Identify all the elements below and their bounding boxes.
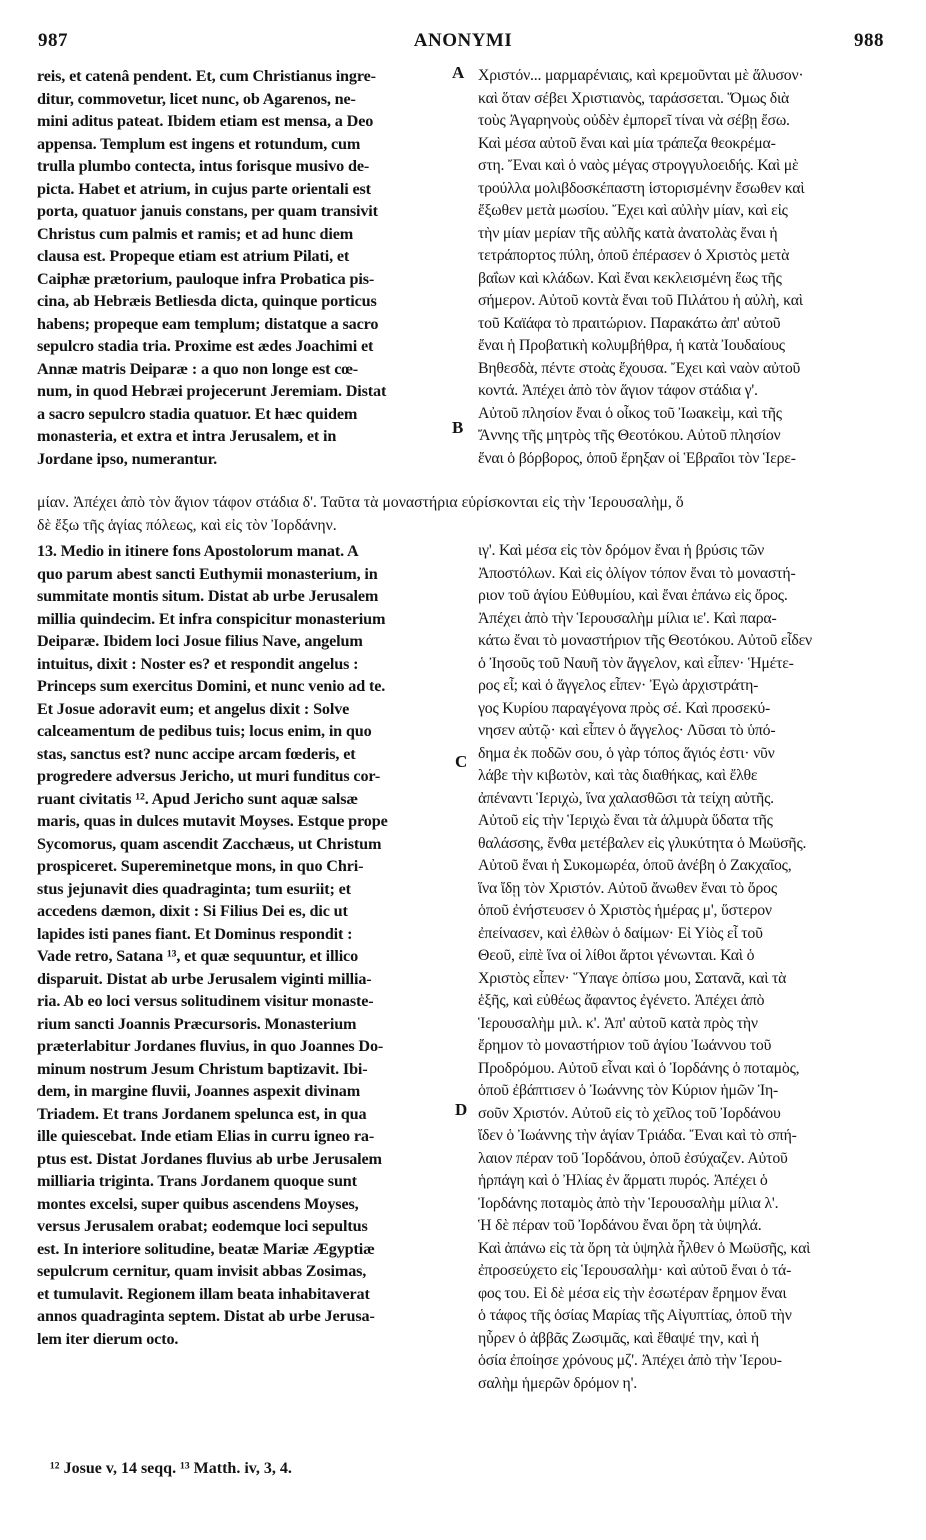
latin-text-line: num, in quod Hebræi projecerunt Jeremiam. Distat [37, 382, 387, 400]
latin-text-line: lem iter dierum octo. [37, 1329, 179, 1348]
margin-marker-b: B [452, 418, 464, 437]
latin-text-line: ria. Ab eo loci versus solitudinem visitur monaste- [37, 992, 374, 1010]
latin-text-line: Caiphæ prætorium, pauloque infra Probatica pis- [37, 269, 375, 288]
greek-text-line: δημα ἐκ ποδῶν σου, ὁ γὰρ τόπος ἅγιός ἐστι· νῦν [478, 744, 775, 762]
greek-text-line: ρος εἶ; καὶ ὁ ἄγγελος εἶπεν· Ἐγὼ ἀρχιστράτη- [478, 677, 759, 694]
latin-text-line: lapides isti panes fiant. Et Dominus respondit : [37, 924, 353, 943]
latin-text-line: sepulcro stadia tria. Proxime est ædes Joachimi et [37, 337, 374, 355]
latin-text-line: porta, quatuor januis constans, per quam transivit [37, 202, 378, 220]
greek-text-line: ηὗρεν ὁ ἀββᾶς Ζωσιμᾶς, καὶ ἔθαψέ την, καὶ ἡ [478, 1329, 759, 1347]
greek-text-line: ἴδεν ὁ Ἰωάννης τὴν ἁγίαν Τριάδα. Ἔναι καὶ τὸ σπή- [478, 1127, 797, 1144]
greek-text-line: Ἱερουσαλὴμ μιλ. κ'. Ἀπ' αὐτοῦ κατὰ πρὸς τὴν [478, 1014, 758, 1032]
latin-text-line: progredere adversus Jericho, ut muri funditus cor- [37, 767, 381, 785]
latin-text-line: sepulcrum cernitur, quam invisit abbas Zosimas, [37, 1262, 367, 1280]
greek-text-line: μίαν. Ἀπέχει ἀπὸ τὸν ἅγιον τάφον στάδια δ'. Ταῦτα τὰ μοναστήρια εὑρίσκονται εἰς τὴν Ἱερουσαλὴμ, ὅ [37, 494, 684, 511]
latin-text-line: Jordane ipso, numerantur. [37, 449, 218, 468]
greek-text-line: καὶ ὅταν σέβει Χριστιανὸς, ταράσσεται. Ὅμως διὰ [478, 89, 790, 107]
greek-text-line: ὁποῦ ἐβάπτισεν ὁ Ἰωάννης τὸν Κύριον ἡμῶν Ἰη- [478, 1082, 779, 1099]
greek-text-line: βαΐων καὶ κλάδων. Καὶ ἔναι κεκλεισμένη ἕως τῆς [478, 269, 782, 287]
latin-text-line: Sycomorus, quam ascendit Zacchæus, ut Christum [37, 834, 382, 853]
latin-text-line: Deiparæ. Ibidem loci Josue filius Nave, angelum [37, 632, 363, 650]
latin-text-line: 13. Medio in itinere fons Apostolorum manat. A [37, 542, 359, 560]
latin-text-line: clausa est. Propeque etiam est atrium Pilati, et [37, 247, 350, 265]
greek-text-line: ιγ'. Καὶ μέσα εἰς τὸν δρόμον ἔναι ἡ βρύσις τῶν [478, 542, 765, 559]
latin-text-line: minum nostrum Jesum Christum baptizavit. Ibi- [37, 1059, 368, 1078]
greek-text-line: λαιον πέραν τοῦ Ἰορδάνου, ὁποῦ ἐσύχαζεν. Αὐτοῦ [478, 1149, 788, 1167]
latin-text-line: annos quadraginta septem. Distat ab urbe Jerusa- [37, 1307, 375, 1325]
greek-text-line: ἡρπάγη καὶ ὁ Ἠλίας ἐν ἅρματι πυρός. Ἀπέχει ὁ [478, 1172, 768, 1189]
latin-text-line: disparuit. Distat ab urbe Jerusalem viginti millia- [37, 969, 372, 988]
greek-text-line: Προδρόμου. Αὐτοῦ εἶναι καὶ ὁ Ἰορδάνης ὁ ποταμὸς, [478, 1059, 800, 1077]
full-width-greek-lines [37, 492, 897, 537]
greek-text-line: σήμερον. Αὐτοῦ κοντὰ ἔναι τοῦ Πιλάτου ἡ αὐλὴ, καὶ [478, 292, 803, 309]
greek-text-line: σοῦν Χριστόν. Αὐτοῦ εἰς τὸ χεῖλος τοῦ Ἰορδάνου [478, 1104, 781, 1122]
greek-text-line: κοντά. Ἀπέχει ἀπὸ τὸν ἅγιον τάφον στάδια γ'. [478, 382, 758, 399]
greek-text-line: Αὐτοῦ ἔναι ἡ Συκομωρέα, ὁποῦ ἀνέβη ὁ Ζακχαῖος, [478, 857, 792, 874]
greek-text-line: Αὐτοῦ εἰς τὴν Ἱεριχὼ ἔναι τὰ ἁλμυρὰ ὕδατα τῆς [478, 812, 773, 829]
greek-text-line: ἔρημον τὸ μοναστήριον τοῦ ἁγίου Ἰωάννου τοῦ [478, 1037, 772, 1054]
greek-text-line: Ἄννης τῆς μητρὸς τῆς Θεοτόκου. Αὐτοῦ πλησίον [478, 427, 781, 444]
greek-text-line: ὁσία ἐποίησε χρόνους μζ'. Ἀπέχει ἀπὸ τὴν Ἱερου- [478, 1352, 782, 1369]
greek-text-line: Χριστὸς εἶπεν· Ὕπαγε ὀπίσω μου, Σατανᾶ, καὶ τὰ [478, 969, 787, 987]
latin-text-line: quo parum abest sancti Euthymii monasterium, in [37, 564, 378, 583]
greek-text-line: λάβε τὴν κιβωτὸν, καὶ τὰς διαθήκας, καὶ ἔλθε [478, 767, 758, 784]
latin-text-line: Christus cum palmis et ramis; et ad hunc diem [37, 224, 354, 243]
margin-marker-d: D [455, 1100, 468, 1119]
latin-text-line: ditur, commovetur, licet nunc, ob Agarenos, ne- [37, 89, 356, 108]
page-header [30, 30, 896, 60]
greek-text-line: Ἀπέχει ἀπὸ τὴν Ἱερουσαλὴμ μίλια ιε'. Καὶ παρα- [478, 609, 777, 627]
latin-text-line: milliaria triginta. Trans Jordanem quoque sunt [37, 1172, 357, 1190]
greek-text-line: ριον τοῦ ἁγίου Εὐθυμίου, καὶ ἔναι ἐπάνω εἰς ὄρος. [478, 587, 788, 604]
latin-text-line: Annæ matris Deiparæ : a quo non longe est cœ- [37, 359, 359, 378]
latin-text-line: ille quiescebat. Inde etiam Elias in curru igneo ra- [37, 1127, 375, 1145]
greek-text-line: ἔναι ὁ βόρβορος, ὁποῦ ἔρηξαν οἱ Ἑβραῖοι τὸν Ἱερε- [478, 449, 796, 467]
latin-text-line: et tumulavit. Regionem illam beata inhabitaverat [37, 1284, 370, 1303]
greek-text-line: σαλὴμ ἡμερῶν δρόμον η'. [478, 1374, 638, 1392]
greek-text-line: Ἀποστόλων. Καὶ εἰς ὀλίγον τόπον ἔναι τὸ μοναστή- [478, 564, 796, 582]
latin-text-line: intuitus, dixit : Noster es? et respondit angelus : [37, 654, 359, 673]
greek-text-line: δὲ ἔξω τῆς ἁγίας πόλεως, καὶ εἰς τὸν Ἰορδάνην. [37, 516, 337, 534]
greek-text-line: νησεν αὐτῷ· καὶ εἶπεν ὁ ἄγγελος· Λῦσαι τὸ ὑπό- [478, 722, 776, 739]
greek-text-line: Ἡ δὲ πέραν τοῦ Ἰορδάνου ἔναι ὄρη τὰ ὑψηλά. [478, 1217, 762, 1234]
latin-text-line: summitate montis situm. Distat ab urbe Jerusalem [37, 587, 379, 605]
latin-text-line: reis, et catenâ pendent. Et, cum Christianus ingre- [37, 67, 376, 85]
latin-text-line: appensa. Templum est ingens et rotundum, cum [37, 134, 361, 153]
latin-text-line: mini aditus pateat. Ibidem etiam est mensa, a Deo [37, 112, 374, 130]
latin-text-line: Princeps sum exercitus Domini, et nunc venio ad te. [37, 677, 386, 695]
margin-marker-c: C [455, 752, 468, 771]
latin-text-line: picta. Habet et atrium, in cujus parte orientali est [37, 179, 371, 198]
greek-text-line: Ἰορδάνης ποταμὸς ἀπὸ τὴν Ἱερουσαλὴμ μίλια λ'. [478, 1194, 779, 1212]
latin-text-line: montes excelsi, super quibus ascendens Moyses, [37, 1194, 359, 1213]
greek-text-line: ὁ Ἰησοῦς τοῦ Ναυῆ τὸν ἄγγελον, καὶ εἶπεν· Ἡμέτε- [478, 654, 794, 672]
latin-text-line: monasteria, et extra et intra Jerusalem, et in [37, 427, 337, 445]
footnotes: ¹² Josue v, 14 seqq. ¹³ Matth. iv, 3, 4. [50, 1460, 292, 1477]
greek-text-line: Αὐτοῦ πλησίον ἔναι ὁ οἶκος τοῦ Ἰωακεὶμ, καὶ τῆς [478, 404, 782, 422]
page-number-left: 987 [38, 30, 68, 51]
greek-text-line: Καὶ μέσα αὐτοῦ ἔναι καὶ μία τράπεζα θεοκρέμα- [478, 134, 776, 152]
latin-text-line: versus Jerusalem orabat; eodemque loci sepultus [37, 1217, 368, 1235]
latin-text-line: dem, in margine fluvii, Joannes aspexit divinam [37, 1082, 361, 1100]
latin-text-line: est. In interiore solitudine, beatæ Mariæ Ægyptiæ [37, 1239, 375, 1258]
latin-text-line: millia quindecim. Et infra conspicitur monasterium [37, 609, 386, 628]
latin-text-line: Et Josue adoravit eum; et angelus dixit : Solve [37, 699, 350, 718]
latin-text-line: accedens dæmon, dixit : Si Filius Dei es, dic ut [37, 902, 348, 920]
latin-text-line: habens; propeque eam templum; distatque a sacro [37, 314, 379, 333]
latin-text-line: trulla plumbo contecta, intus forisque musivo de- [37, 157, 370, 175]
greek-text-line: Καὶ ἀπάνω εἰς τὰ ὄρη τὰ ὑψηλὰ ἦλθεν ὁ Μωϋσῆς, καὶ [478, 1239, 811, 1257]
greek-text-line: γος Κυρίου παραγέγονα πρὸς σέ. Καὶ προσεκύ- [478, 699, 771, 717]
margin-marker-a: A [452, 63, 465, 82]
greek-text-line: ἀπέναντι Ἱεριχὼ, ἵνα χαλασθῶσι τὰ τείχη αὐτῆς. [478, 789, 774, 807]
greek-column-top [478, 65, 898, 470]
latin-text-line: maris, quas in dulces mutavit Moyses. Estque prope [37, 812, 388, 830]
greek-text-line: Βηθεσδὰ, πέντε στοὰς ἔχουσα. Ἔχει καὶ ναὸν αὐτοῦ [478, 359, 801, 377]
greek-text-line: κάτω ἔναι τὸ μοναστήριον τῆς Θεοτόκου. Αὐτοῦ εἶδεν [478, 632, 812, 649]
latin-text-line: Triadem. Et trans Jordanem spelunca est, in qua [37, 1104, 367, 1123]
greek-text-line: τοῦ Καϊάφα τὸ πραιτώριον. Παρακάτω ἀπ' αὐτοῦ [478, 314, 781, 332]
greek-text-line: ἑξῆς, καὶ εὐθέως ἄφαντος ἐγένετο. Ἀπέχει ἀπὸ [478, 992, 765, 1009]
latin-text-line: stas, sanctus est? nunc accipe arcam fœderis, et [37, 744, 356, 763]
latin-text-line: stus jejunavit dies quadraginta; tum esuriit; et [37, 879, 351, 898]
greek-column-bottom [478, 540, 898, 1395]
latin-text-line: calceamentum de pedibus tuis; locus enim, in quo [37, 722, 372, 740]
greek-text-line: Θεοῦ, εἰπὲ ἵνα οἱ λίθοι ἄρτοι γένωνται. Καὶ ὁ [478, 947, 755, 964]
greek-text-line: ἔναι ἡ Προβατικὴ κολυμβήθρα, ἡ κατὰ Ἰουδαίους [478, 337, 785, 354]
latin-text-line: cina, ab Hebræis Betliesda dicta, quinque porticus [37, 292, 377, 310]
greek-text-line: τετράπορτος πύλη, ὁποῦ ἐπέρασεν ὁ Χριστὸς μετὰ [478, 247, 790, 264]
latin-text-line: a sacro sepulcro stadia quatuor. Et hæc quidem [37, 404, 358, 423]
greek-text-line: στη. Ἔναι καὶ ὁ ναὸς μέγας στρογγυλοειδής. Καὶ μὲ [478, 157, 799, 174]
greek-text-line: θαλάσσης, ἔνθα μετέβαλεν εἰς γλυκύτητα ὁ Μωϋσῆς. [478, 834, 807, 852]
page-number-right: 988 [854, 30, 884, 51]
greek-text-line: ἵνα ἴδῃ τὸν Χριστόν. Αὐτοῦ ἄνωθεν ἔναι τὸ ὄρος [478, 879, 777, 897]
latin-column-top [37, 65, 450, 470]
latin-text-line: prospiceret. Supereminetque mons, in quo Chri- [37, 857, 364, 875]
greek-text-line: ἐπροσεύχετο εἰς Ἱερουσαλὴμ· καὶ αὐτοῦ ἔναι ὁ τά- [478, 1262, 792, 1279]
latin-text-line: rium sancti Joannis Præcursoris. Monasterium [37, 1014, 357, 1033]
greek-text-line: τοὺς Ἀγαρηνοὺς οὐδὲν ἐμπορεῖ τίναι νὰ σέβῃ ἔσω. [478, 112, 790, 129]
greek-text-line: ἐπείνασεν, καὶ ἐλθὼν ὁ δαίμων· Εἰ Υἱὸς εἶ τοῦ [478, 924, 763, 942]
greek-text-line: τρούλλα μολιβδοσκέπαστη ἱστορισμένην ἔσωθεν καὶ [478, 179, 805, 197]
greek-text-line: ὁποῦ ἐνήστευσεν ὁ Χριστὸς ἡμέρας μ', ὕστερον [478, 902, 772, 919]
latin-text-line: ptus est. Distat Jordanes fluvius ab urbe Jerusalem [37, 1149, 382, 1168]
latin-text-line: præterlabitur Jordanes fluvius, in quo Joannes Do- [37, 1037, 384, 1055]
greek-text-line: φος του. Εἰ δὲ μέσα εἰς τὴν ἐσωτέραν ἔρημον ἔναι [478, 1284, 787, 1302]
running-title: ANONYMI [413, 30, 513, 51]
latin-text-line: ruant civitatis ¹². Apud Jericho sunt aquæ salsæ [37, 789, 358, 808]
greek-text-line: ἔξωθεν μετὰ μωσίου. Ἔχει καὶ αὐλὴν μίαν, καὶ εἰς [478, 202, 788, 219]
greek-text-line: ὁ τάφος τῆς ὁσίας Μαρίας τῆς Αἰγυπτίας, ὁποῦ τὴν [478, 1307, 792, 1324]
greek-text-line: Χριστόν... μαρμαρένιαις, καὶ κρεμοῦνται μὲ ἅλυσον· [478, 67, 804, 84]
greek-text-line: τὴν μίαν μερίαν τῆς αὐλῆς κατὰ ἀνατολὰς ἔναι ἡ [478, 224, 778, 242]
latin-column-bottom [37, 540, 450, 1350]
latin-text-line: Vade retro, Satana ¹³, et quæ sequuntur, et illico [37, 947, 359, 965]
